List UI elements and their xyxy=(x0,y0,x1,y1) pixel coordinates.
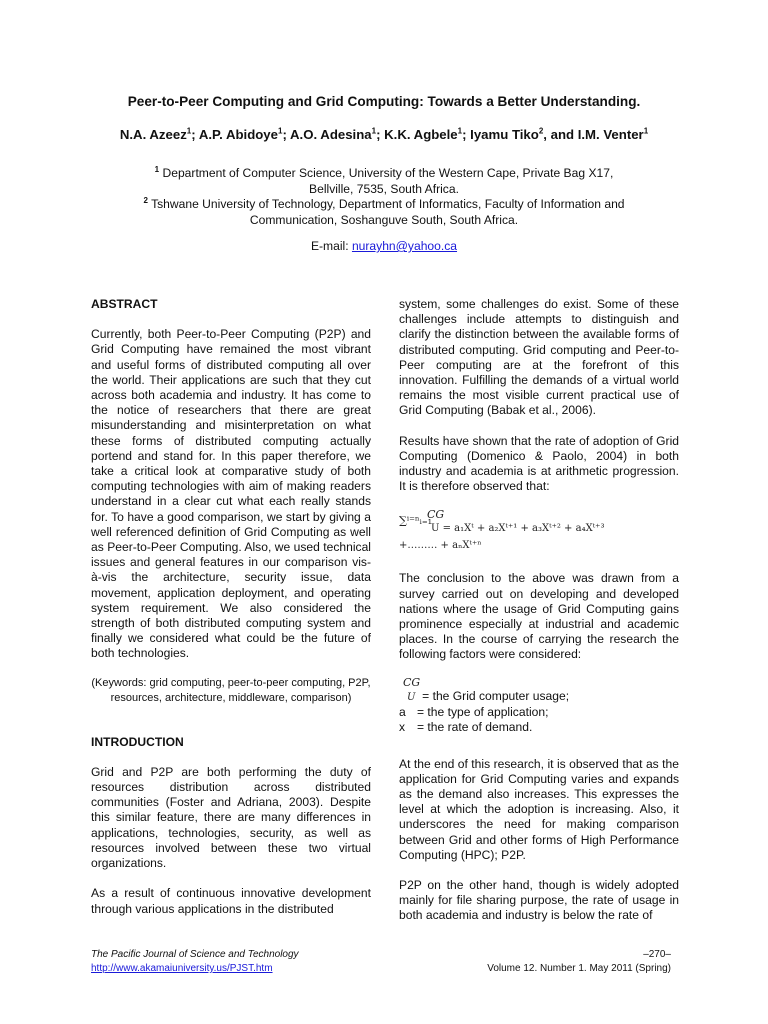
author-list xyxy=(0,127,768,142)
introduction-heading: INTRODUCTION xyxy=(91,734,184,749)
page-number: –270– xyxy=(643,949,671,960)
equation-continuation: +……… + aₙXᵗ⁺ⁿ xyxy=(399,540,482,552)
affiliation-1: $^1$ Department of Computer Science, University of the Western Cape, Private Bag X17, Bellville, 7535, South Africa. xyxy=(154,165,614,196)
body-paragraph: Results have shown that the rate of adoption of Grid Computing (Domenico & Paolo, 2004) in both industry and academia is at arithmetic progression. It is therefore observed that: xyxy=(399,433,679,494)
definition-a: a = the type of application; xyxy=(399,704,549,719)
introduction-paragraph: Grid and P2P are both performing the duty of resources distribution across distributed communities (Foster and Adriana, 2003). Despite this similar feature, there are many differences in applications, technologies, security, as well as resources involved between these two virtual organizations. xyxy=(91,764,371,871)
introduction-paragraph: As a result of continuous innovative development through various applications in the distributed xyxy=(91,886,371,916)
body-paragraph: The conclusion to the above was drawn from a survey carried out on developing and developed nations where the usage of Grid Computing gains prominence especially at industrial and academic places. In the course of carrying the research the following factors were considered: xyxy=(399,571,679,662)
left-column xyxy=(91,297,371,917)
right-column xyxy=(399,297,679,924)
volume-info: Volume 12. Number 1. May 2011 (Spring) xyxy=(487,963,671,974)
author: A.P. Abidoye$^1$; xyxy=(198,127,291,143)
affiliation-2: $^2$ Tshwane University of Technology, Department of Informatics, Faculty of Information and Communication, Soshanguve South, South Africa. xyxy=(143,196,625,227)
author: A.O. Adesina$^1$; xyxy=(290,127,385,143)
abstract-body: Currently, both Peer-to-Peer Computing (P2P) and Grid Computing have remained the most vibrant and useful forms of distributed computing all over the world. Their applications are such that they cut across both academia and industry. It has come to the notice of researchers that there are great misunderstanding and misinterpretation on what these forms of distributed computing actually portend and stand for. In this paper therefore, we take a critical look at comparative study of both computing technologies with aim of making readers understand in a clear cut what each really stands for. To have a good comparison, we start by giving a well referenced definition of Grid Computing as well as Peer-to-Peer Computing. Also, we used technical issues and general features in our comparison vis-à-vis the architecture, security issue, data movement, application deployment, and operating system requirement. We also considered the strength of both distributed computing system and finally we considered what could be the future of both technologies. xyxy=(91,327,371,661)
author: Iyamu Tiko$^2$, and xyxy=(470,127,578,143)
definition-x: x = the rate of demand. xyxy=(399,719,533,734)
email-link[interactable]: nurayhn@yahoo.ca xyxy=(351,239,458,253)
equation-line: U = a₁Xᵗ + a₂Xᵗ⁺¹ + a₃Xᵗ⁺² + a₄Xᵗ⁺³ xyxy=(431,523,605,535)
journal-url-link[interactable]: http://www.akamaiuniversity.us/PJST.htm xyxy=(91,963,273,974)
footer-left xyxy=(91,948,299,976)
factor-definitions xyxy=(399,675,679,737)
journal-name: The Pacific Journal of Science and Technology xyxy=(91,949,299,960)
body-paragraph: system, some challenges do exist. Some of these challenges include attempts to distinguish and clarify the distinction between the available forms of distributed computing. Grid computing and Peer-to-Peer computing are at the forefront of this innovation. Fulfilling the demands of a virtual world remains the most visible current practical use of Grid Computing (Babak et al., 2006). xyxy=(399,297,679,418)
body-paragraph: P2P on the other hand, though is widely adopted mainly for file sharing purpose, the rate of usage in both academia and industry is below the rate of xyxy=(399,878,679,923)
author: I.M. Venter$^1$ xyxy=(577,127,649,143)
adoption-equation xyxy=(399,507,679,563)
author: K.K. Agbele$^1$; xyxy=(384,127,471,143)
def-superscript-cg: CG xyxy=(403,675,421,689)
email-line xyxy=(0,239,768,253)
body-paragraph: At the end of this research, it is observed that as the application for Grid Computing varies and expands as the demand also increases. This expresses the level at which the adoption is increasing. Also, it underscores the need for making comparison between Grid and other forms of High Performance Computing (HPC); P2P. xyxy=(399,756,679,862)
email-label: E-mail: xyxy=(310,239,352,253)
eq-superscript-cg: CG xyxy=(427,508,445,522)
abstract-heading: ABSTRACT xyxy=(91,297,158,311)
summation-symbol: ∑ⁱ⁼ⁿᵢ₌₁ xyxy=(399,514,433,528)
keywords: (Keywords: grid computing, peer-to-peer computing, P2P, resources, architecture, middleware, comparison) xyxy=(91,676,371,704)
author: N.A. Azeez$^1$; xyxy=(119,127,199,143)
footer-right xyxy=(487,948,671,976)
definition-u: U = the Grid computer usage; xyxy=(407,688,570,703)
paper-title: Peer-to-Peer Computing and Grid Computing: Towards a Better Understanding. xyxy=(127,94,641,109)
